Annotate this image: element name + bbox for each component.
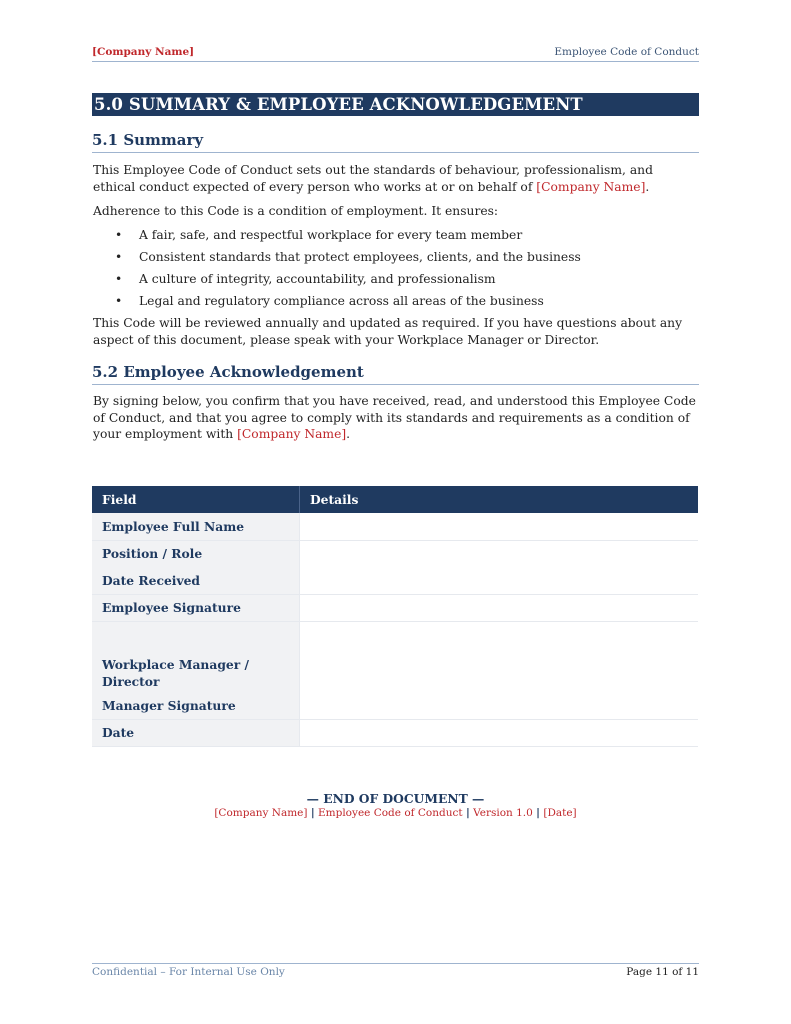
end-version: Version 1.0 (473, 807, 533, 819)
end-separator: | (536, 807, 540, 819)
details-input-cell[interactable] (300, 513, 699, 540)
field-label: Date (92, 719, 300, 746)
list-item: • A fair, safe, and respectful workplace for every team member (93, 227, 698, 249)
list-item: • Consistent standards that protect employees, clients, and the business (93, 249, 698, 271)
acknowledgement-table (92, 486, 698, 747)
field-label: Workplace Manager / Director (92, 621, 300, 692)
footer-confidential: Confidential – For Internal Use Only (92, 966, 285, 978)
summary-paragraph-3: This Code will be reviewed annually and updated as required. If you have questions about any aspect of this document, please speak with your Workplace Manager or Director. (93, 316, 683, 347)
list-item: • Legal and regulatory compliance across all areas of the business (93, 293, 698, 315)
section-title: 5.0 SUMMARY & EMPLOYEE ACKNOWLEDGEMENT (92, 93, 699, 116)
summary-heading: 5.1 Summary (92, 131, 699, 153)
header-company-name: [Company Name] (92, 46, 195, 58)
acknowledgement-paragraph (93, 393, 698, 443)
summary-paragraph-1 (93, 162, 698, 195)
page-header (92, 46, 699, 62)
acknowledgement-heading: 5.2 Employee Acknowledgement (92, 363, 699, 385)
details-input-cell[interactable] (300, 621, 699, 719)
table-row (92, 540, 698, 567)
acknowledgement-paragraph-text: By signing below, you confirm that you have received, read, and understood this Employee Code of Conduct, and that you agree to comply with its standards and requirements as a condition of your employment with (93, 394, 696, 441)
end-separator: | (310, 807, 315, 819)
field-label: Date Received (92, 567, 300, 594)
summary-paragraph-1-text: This Employee Code of Conduct sets out the standards of behaviour, professionalism, and ethical conduct expected of every person who works at or on behalf of (93, 163, 653, 194)
summary-paragraph-2: Adherence to this Code is a condition of employment. It ensures: (93, 204, 499, 218)
table-row (92, 513, 698, 540)
details-input-cell[interactable] (300, 540, 699, 594)
end-of-document-meta (0, 807, 791, 819)
end-company-name: [Company Name] (214, 807, 308, 819)
summary-bullet-list (93, 227, 698, 315)
page-footer (92, 963, 699, 980)
header-document-title: Employee Code of Conduct (554, 46, 699, 58)
acknowledgement-company-name: [Company Name] (237, 427, 347, 441)
end-separator: | (465, 807, 470, 819)
summary-paragraph-1-end: . (645, 179, 650, 194)
signature-input-cell[interactable] (300, 594, 699, 621)
end-document-name: Employee Code of Conduct (317, 807, 463, 819)
end-date: [Date] (543, 807, 577, 819)
footer-page-number: Page 11 of 11 (626, 966, 699, 978)
field-label: Employee Signature (92, 594, 300, 621)
acknowledgement-paragraph-end: . (346, 427, 351, 441)
summary-company-name: [Company Name] (536, 179, 646, 194)
table-row (92, 621, 698, 692)
field-label: Position / Role (92, 540, 300, 567)
table-header-field: Field (92, 486, 300, 513)
list-item: • A culture of integrity, accountability, and professionalism (93, 271, 698, 293)
field-label: Manager Signature (92, 692, 300, 719)
date-input-cell[interactable] (300, 719, 699, 746)
field-label: Employee Full Name (92, 513, 300, 540)
end-of-document-title: — END OF DOCUMENT — (306, 791, 485, 806)
table-row (92, 594, 698, 621)
table-header-details: Details (300, 486, 699, 513)
table-row (92, 719, 698, 746)
